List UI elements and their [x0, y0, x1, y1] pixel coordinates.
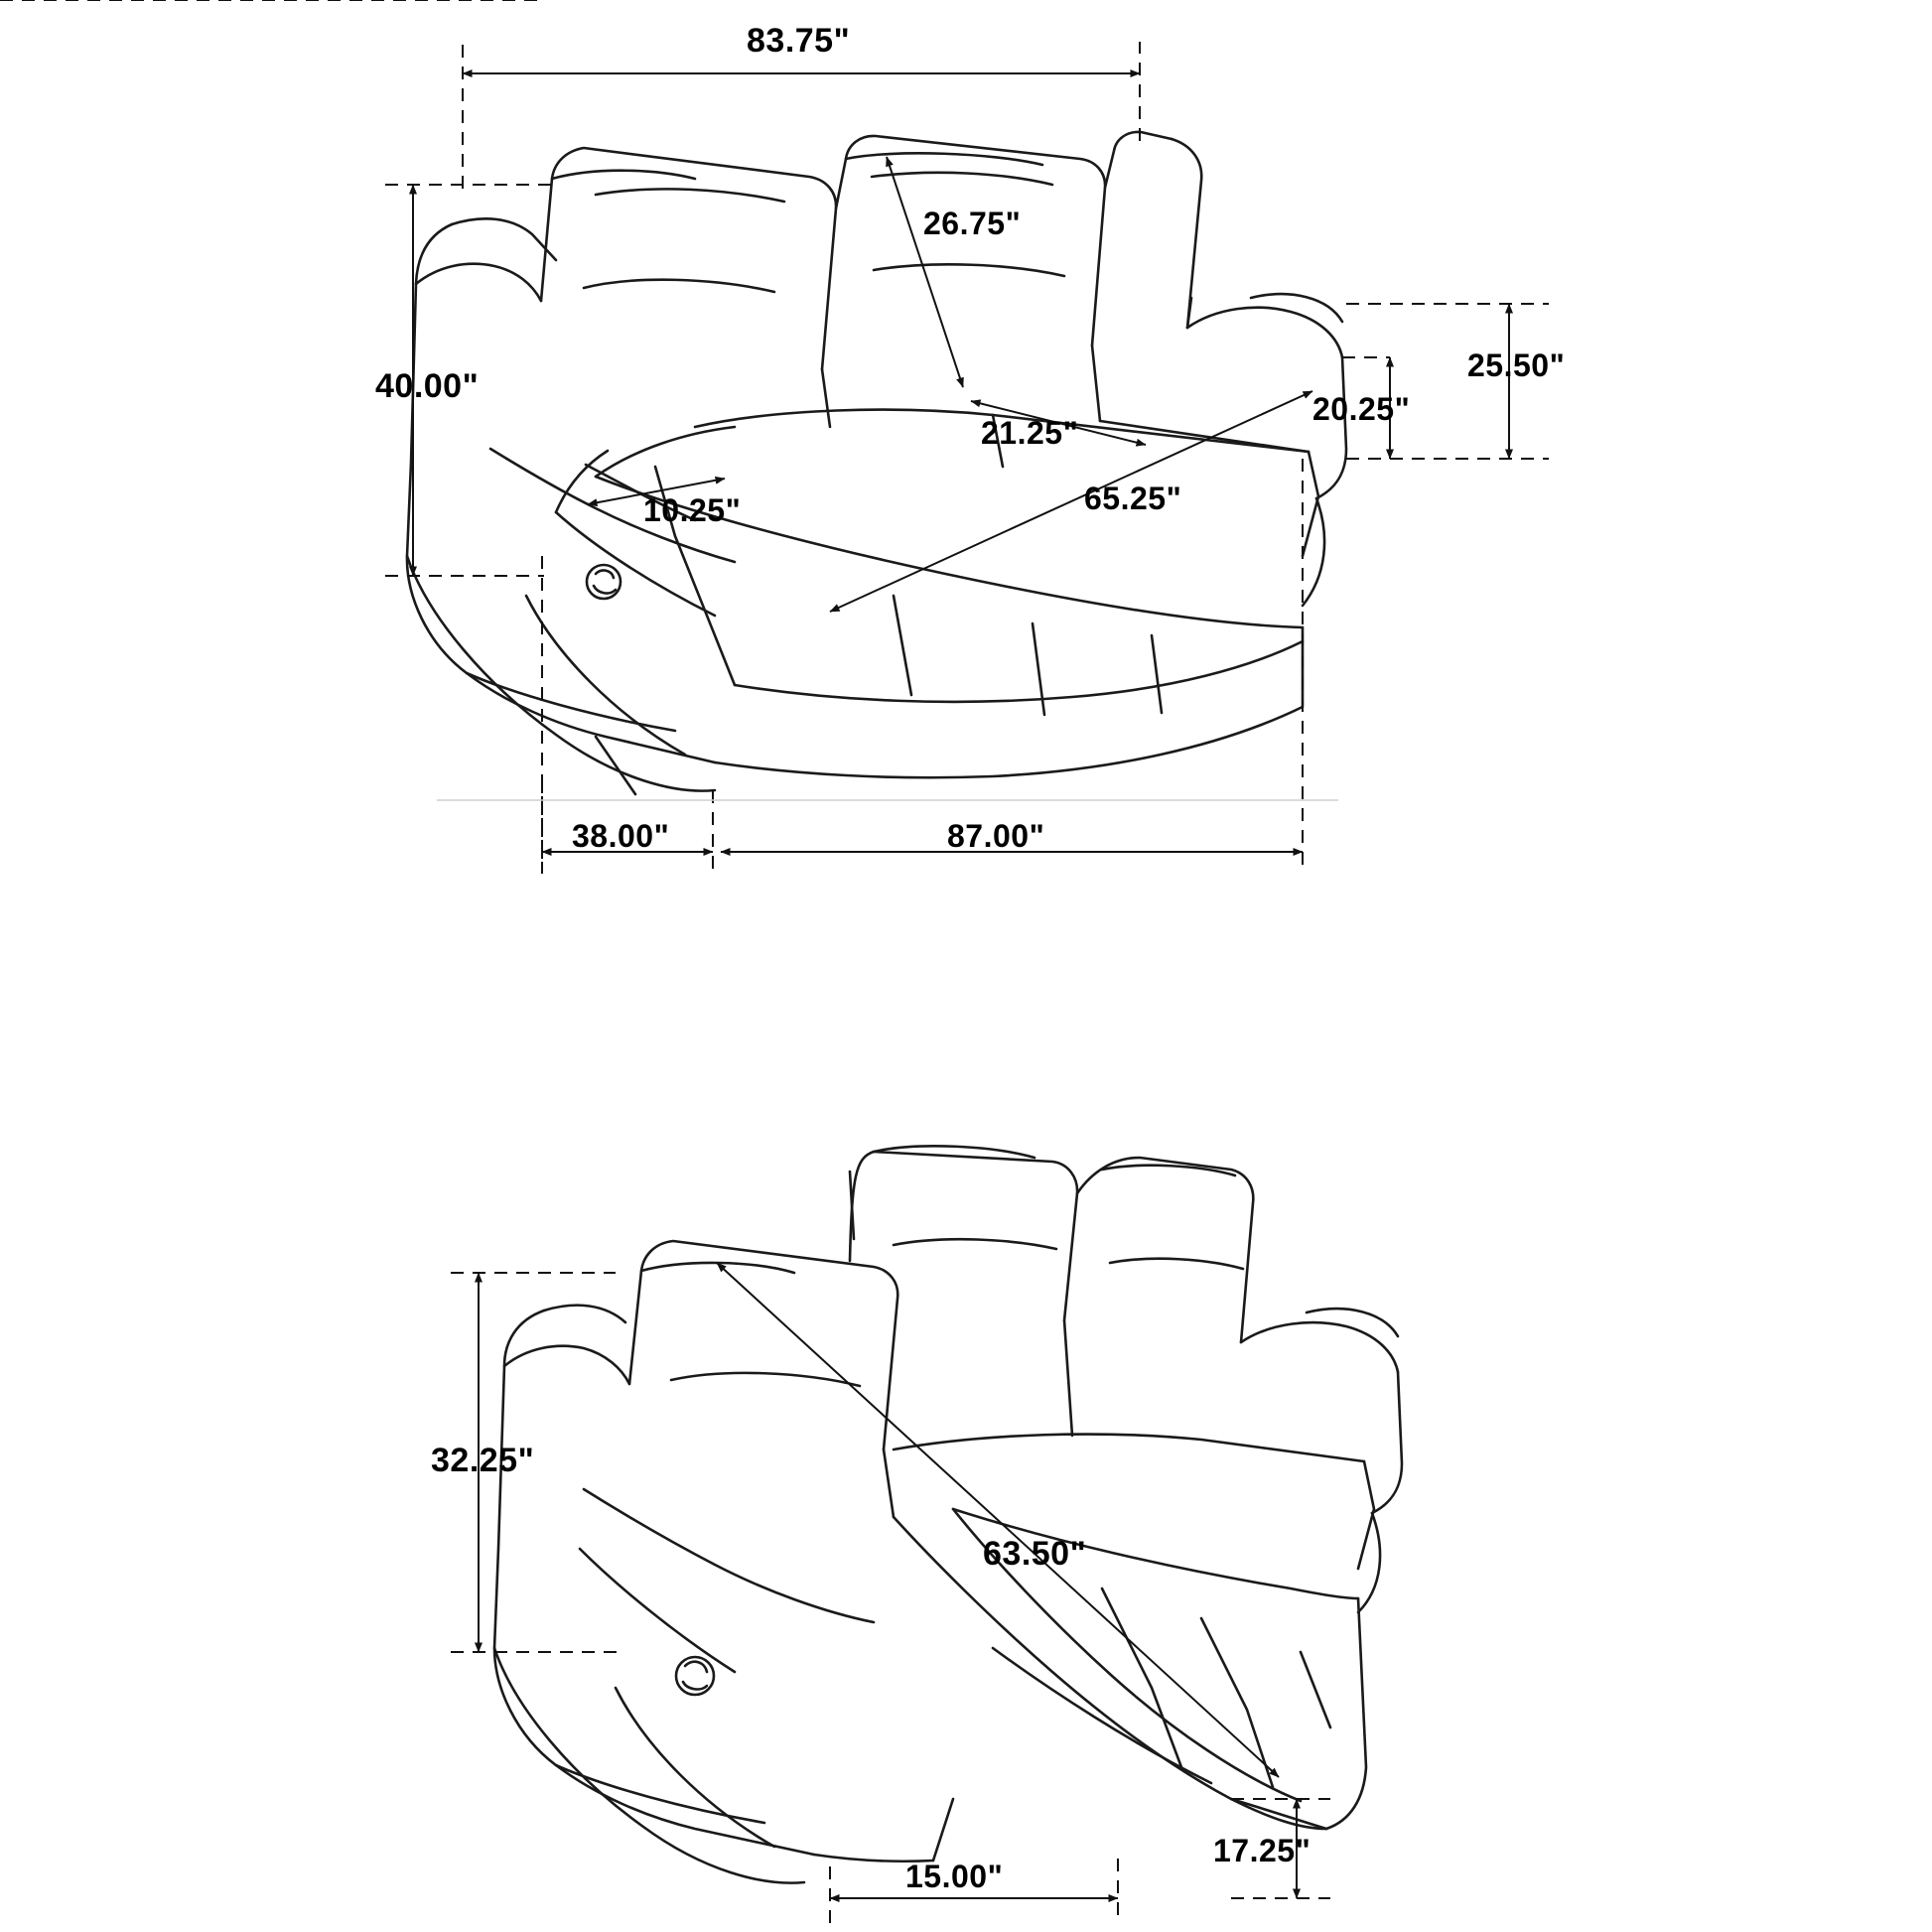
reclined-sofa-illustration: [494, 1146, 1402, 1882]
upright-dimension-lines: [0, 0, 1549, 874]
dimension-label-wall-clearance: 15.00": [905, 1859, 1004, 1894]
dimension-label-reclined-height: 32.25": [431, 1442, 535, 1479]
dimension-label-footrest-height: 17.25": [1213, 1833, 1311, 1868]
dimension-label-reclined-depth: 63.50": [983, 1535, 1087, 1573]
dimension-label-arm-width: 10.25": [643, 492, 742, 528]
dimension-label-seat-depth: 21.25": [981, 415, 1079, 451]
dimension-label-clearance-depth: 87.00": [947, 818, 1045, 854]
dimension-label-seat-height: 20.25": [1312, 391, 1411, 427]
dimension-label-overall-height: 40.00": [375, 367, 480, 405]
dimension-label-back-height: 26.75": [923, 206, 1022, 241]
upright-sofa-illustration: [407, 132, 1346, 794]
dimension-label-seat-width: 65.25": [1084, 481, 1182, 516]
dimension-label-arm-height: 25.50": [1467, 347, 1566, 383]
dimension-label-overall-width: 83.75": [747, 22, 851, 60]
dimension-label-overall-depth: 38.00": [572, 818, 670, 854]
